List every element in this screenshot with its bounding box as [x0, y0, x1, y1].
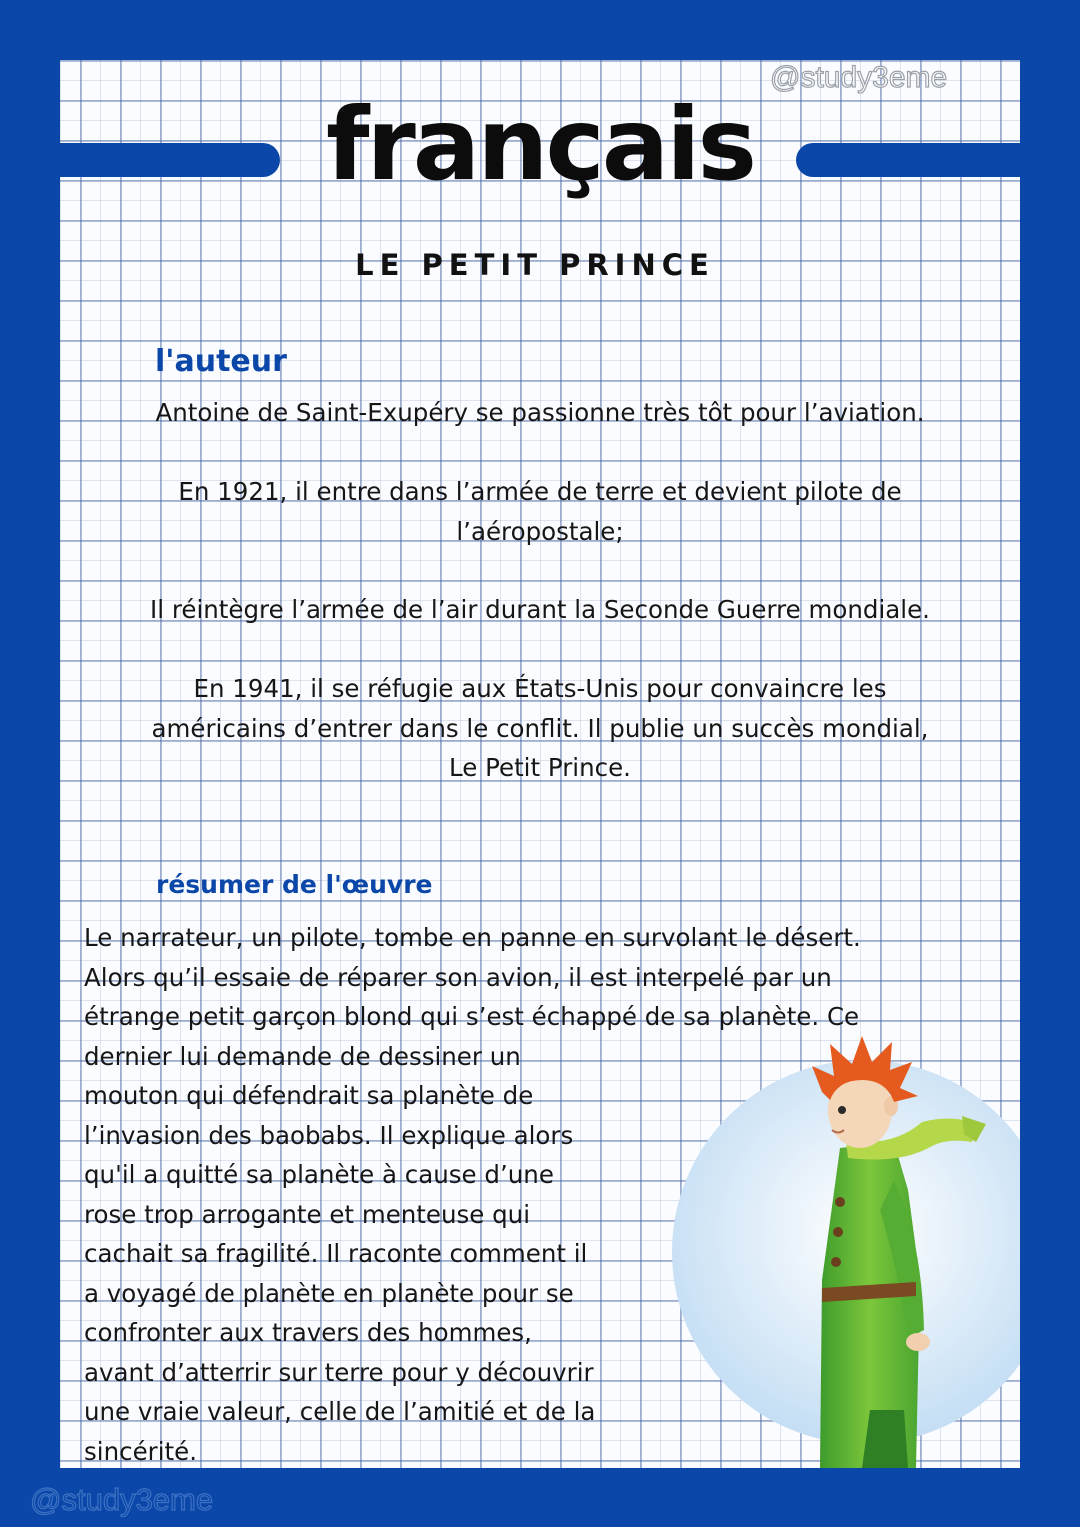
author-paragraph: Il réintègre l’armée de l’air durant la Seconde Guerre mondiale.: [150, 595, 930, 624]
summary-text: Le narrateur, un pilote, tombe en panne en survolant le désert. Alors qu’il essaie de réparer son avion, il est interpelé par un étrange petit garçon blond qui s’est échappé de sa planète. Ce dernier lui demande de dessiner un mouton qui défendrait sa planète de l’invasion des baobabs. Il explique alors qu'il a quitté sa planète à cause d’une rose trop arrogante et menteuse qui cachait sa fragilité. Il raconte comment il a voyagé de planète en planète pour se confronter aux travers des hommes, avant d’atterrir sur terre pour y découvrir une vraie valeur, celle de l’amitié et de la sincérité.: [84, 923, 861, 1466]
page-subtitle: LE PETIT PRINCE: [355, 248, 715, 282]
section-heading-author: l'auteur: [155, 344, 287, 379]
watermark-bottom: @study3eme: [30, 1482, 214, 1517]
author-paragraph: En 1921, il entre dans l’armée de terre et devient pilote de l’aéropostale;: [178, 477, 902, 546]
watermark-top: @study3eme: [770, 61, 948, 94]
title-bar-left: [60, 143, 280, 177]
section-heading-summary: résumer de l'œuvre: [156, 870, 433, 899]
page-title: français: [325, 86, 755, 203]
author-paragraph: En 1941, il se réfugie aux États-Unis pour convaincre les américains d’entrer dans le conflit. Il publie un succès mondial, Le Petit Prince.: [151, 674, 929, 782]
author-paragraph: Antoine de Saint-Exupéry se passionne très tôt pour l’aviation.: [155, 398, 925, 427]
title-bar-right: [796, 143, 1020, 177]
